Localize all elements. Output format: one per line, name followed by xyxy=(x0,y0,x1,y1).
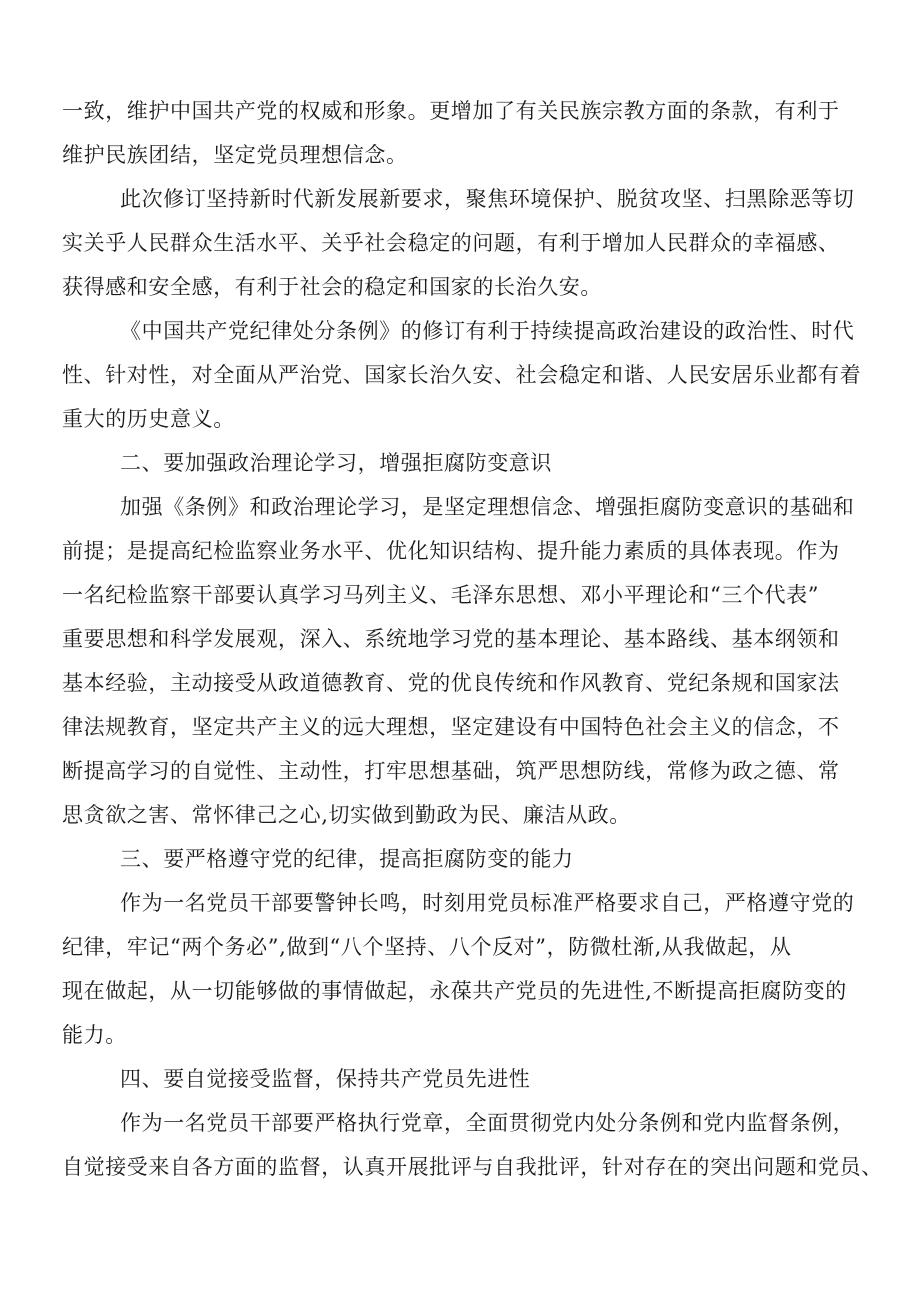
paragraph-line: 前提；是提高纪检监察业务水平、优化知识结构、提升能力素质的具体表现。作为 xyxy=(62,539,840,563)
section-heading: 三、要严格遵守党的纪律，提高拒腐防变的能力 xyxy=(120,847,574,871)
section-heading: 二、要加强政治理论学习，增强拒腐防变意识 xyxy=(120,451,552,475)
paragraph-line: 性、针对性，对全面从严治党、国家长治久安、社会稳定和谐、人民安居乐业都有着 xyxy=(62,363,862,387)
paragraph-line: 基本经验，主动接受从政道德教育、党的优良传统和作风教育、党纪条规和国家法 xyxy=(62,671,840,695)
paragraph-line: 现在做起，从一切能够做的事情做起，永葆共产党员的先进性,不断提高拒腐防变的 xyxy=(62,979,847,1003)
paragraph-line: 作为一名党员干部要警钟长鸣，时刻用党员标准严格要求自己，严格遵守党的 xyxy=(120,891,855,915)
paragraph-line: 《中国共产党纪律处分条例》的修订有利于持续提高政治建设的政治性、时代 xyxy=(120,319,855,343)
paragraph-line: 此次修订坚持新时代新发展新要求，聚焦环境保护、脱贫攻坚、扫黑除恶等切 xyxy=(120,187,855,211)
paragraph-line: 一致，维护中国共产党的权威和形象。更增加了有关民族宗教方面的条款，有利于 xyxy=(62,99,840,123)
paragraph-line: 能力。 xyxy=(62,1023,127,1047)
document-body xyxy=(62,89,883,1189)
paragraph-line: 重大的历史意义。 xyxy=(62,407,235,431)
paragraph-line: 重要思想和科学发展观，深入、系统地学习党的基本理论、基本路线、基本纲领和 xyxy=(62,627,840,651)
paragraph-line: 断提高学习的自觉性、主动性，打牢思想基础，筑严思想防线，常修为政之德、常 xyxy=(62,759,840,783)
paragraph-line: 纪律，牢记“两个务必”,做到“八个坚持、八个反对”，防微杜渐,从我做起，从 xyxy=(62,935,792,959)
paragraph-line: 作为一名党员干部要严格执行党章，全面贯彻党内处分条例和党内监督条例， xyxy=(120,1111,855,1135)
paragraph-line: 实关乎人民群众生活水平、关乎社会稳定的问题，有利于增加人民群众的幸福感、 xyxy=(62,231,840,255)
paragraph-line: 思贪欲之害、常怀律己之心,切实做到勤政为民、廉洁从政。 xyxy=(62,803,631,827)
paragraph-line: 加强《条例》和政治理论学习，是坚定理想信念、增强拒腐防变意识的基础和 xyxy=(120,495,855,519)
paragraph-line: 自觉接受来自各方面的监督，认真开展批评与自我批评，针对存在的突出问题和党员、 xyxy=(62,1155,883,1179)
paragraph-line: 一名纪检监察干部要认真学习马列主义、毛泽东思想、邓小平理论和“三个代表” xyxy=(62,583,820,607)
section-heading: 四、要自觉接受监督，保持共产党员先进性 xyxy=(120,1067,531,1091)
paragraph-line: 维护民族团结，坚定党员理想信念。 xyxy=(62,143,408,167)
paragraph-line: 律法规教育，坚定共产主义的远大理想，坚定建设有中国特色社会主义的信念，不 xyxy=(62,715,840,739)
paragraph-line: 获得感和安全感，有利于社会的稳定和国家的长治久安。 xyxy=(62,275,602,299)
